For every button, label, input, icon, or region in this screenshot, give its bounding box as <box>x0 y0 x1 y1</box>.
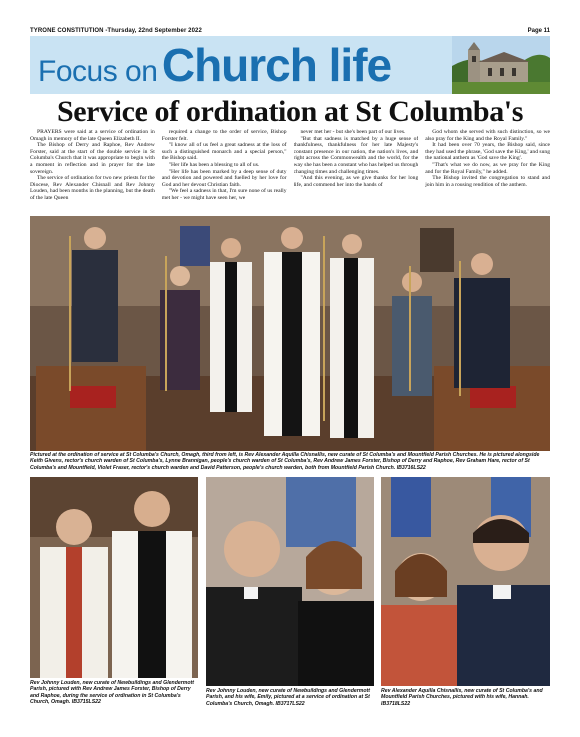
paragraph: God whom she served with such distinction, so we also pray for the King and the Royal Family." <box>425 129 550 142</box>
paragraph: The service of ordination for two new priests for the Diocese, Rev Alexander Chisnall and Rev Johnny Louden, had been months in the planning, but the death of the late Queen <box>30 175 155 201</box>
chisnallis-wife-image <box>381 477 550 686</box>
section-title <box>38 38 391 92</box>
paragraph: never met her - but she's been part of our lives. <box>300 129 406 135</box>
section-title-church-life: Church life <box>161 39 392 91</box>
church-building-image <box>452 36 550 94</box>
article-column-4 <box>425 129 550 214</box>
article-column-3 <box>294 129 419 214</box>
masthead-publication-date: TYRONE CONSTITUTION -Thursday, 22nd September 2022 <box>30 28 202 34</box>
paragraph: "We feel a sadness in that, I'm sure none of us really met her - we might have seen her, we <box>161 188 287 201</box>
paragraph: The Bishop of Derry and Raphoe, Rev Andrew Forster, said at the start of the double service in St Columba's Church that it was appropriate to begin with a moment in reflection and in prayer for the late sovereign. <box>30 142 155 175</box>
article-column-2 <box>162 129 287 214</box>
article-body <box>30 129 550 214</box>
paragraph: "Her life has been marked by a deep sense of duty and devotion and powered and fuelled by her love for God and her devout Christian faith. <box>161 168 287 188</box>
section-title-focus-on: Focus on <box>38 55 158 88</box>
photo2-caption: Rev Johnny Louden, new curate of Newbuildings and Glendermott Parish, pictured with Rev Andrew James Forster, Bishop of Derry and Raphoe, during the service of ordination in St Columba's Church, Omagh. IB3715LS22 <box>30 680 194 705</box>
photo3-caption: Rev Johnny Louden, new curate of Newbuildings and Glendermott Parish, and his wife, Emily, pictured at a service of ordination at St Columba's Church, Omagh. IB3717LS22 <box>206 688 370 707</box>
louden-wife-image <box>206 477 374 686</box>
paragraph: required a change to the order of service, Bishop Forster felt. <box>161 129 287 142</box>
group-ordination-photo <box>30 216 550 451</box>
chisnallis-wife-photo <box>381 477 550 686</box>
paragraph: "Her life has been a blessing to all of us. <box>168 161 260 168</box>
louden-bishop-photo <box>30 477 198 678</box>
section-banner <box>30 36 550 94</box>
group-photo-image <box>30 216 550 451</box>
paragraph: The Bishop invited the congregation to stand and join him in a rousing rendition of the anthem. <box>425 175 550 188</box>
louden-bishop-image <box>30 477 198 678</box>
page-number: Page 11 <box>527 28 550 34</box>
masthead <box>30 28 550 36</box>
article-column-1 <box>30 129 155 214</box>
photo4-caption: Rev Alexander Aquilla Chisnallis, new curate of St Columba's and Mountfield Parish Churches, pictured with his wife, Hannah. IB3718LS22 <box>381 688 543 707</box>
paragraph: It had been over 70 years, the Bishop said, since they had used the phrase, 'God save the King,' and sung the national anthem as 'God save the King'. <box>425 142 550 162</box>
church-building-photo <box>452 36 550 94</box>
paragraph: "And this evening, as we give thanks for her long life, and commend her into the hands of <box>293 175 419 188</box>
paragraph: "But that sadness is matched by a huge sense of thankfulness, thankfulness for her late Majesty's constant presence in our nation, the nation's lives, and right across the Commonwealth and the world, for the way she has been a constant who has helped us through changing times and challenging times. <box>293 135 419 175</box>
main-photo-caption: Pictured at the ordination of service at St Columba's Church, Omagh, third from left, is Rev Alexander Aquilla Chisnallis, new curate of St Columba's and Mountfield Parish Churches. He is pictured alongside Keith Givens, rector's church warden of St Columba's, Lynne Brannigan, people's church warden of St Columba's, Rev Andrew James Forster, Bishop of Derry and Raphoe, Rev Graham Hare, rector of St Columba's and Mountfield, Violet Fraser, rector's church warden and David Patterson, people's church warden, both from Mountfield Parish Church. IB3716LS22 <box>30 452 540 471</box>
article-headline: Service of ordination at St Columba's <box>56 95 524 128</box>
paragraph: "I know all of us feel a great sadness at the loss of such a distinguished monarch and a special person," the Bishop said. <box>161 142 287 162</box>
paragraph: PRAYERS were said at a service of ordination in Omagh in memory of the late Queen Elizabeth II. <box>30 129 155 142</box>
louden-wife-photo <box>206 477 374 686</box>
paragraph: "That's what we do now, as we pray for the King and for the Royal Family," he added. <box>425 161 550 175</box>
